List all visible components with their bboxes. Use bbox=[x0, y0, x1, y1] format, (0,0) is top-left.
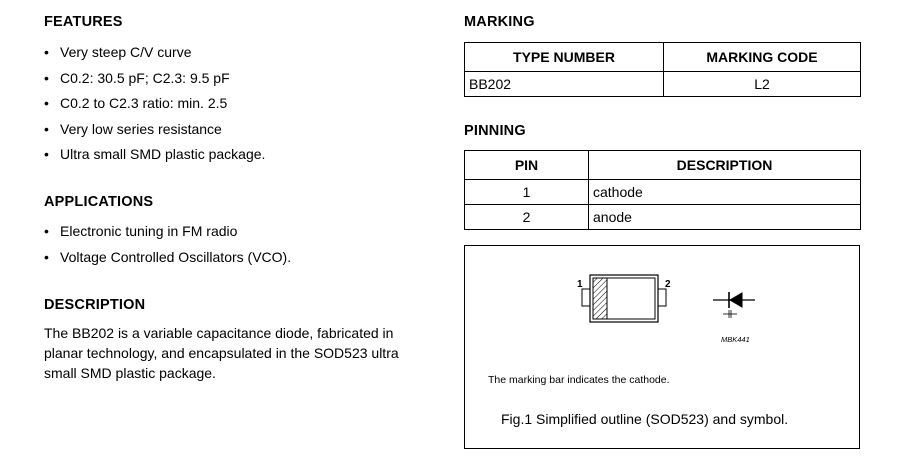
table-row bbox=[465, 205, 861, 230]
bullet-icon: • bbox=[44, 69, 49, 86]
anode-lead bbox=[658, 289, 666, 306]
applications-list bbox=[44, 219, 291, 270]
list-item: • Electronic tuning in FM radio bbox=[44, 219, 291, 245]
description-text: The BB202 is a variable capacitance diode, fabricated in planar technology, and encapsulated in the SOD523 ultra small SMD plastic package. bbox=[44, 325, 399, 381]
table-row bbox=[465, 72, 861, 97]
list-item: • Very steep C/V curve bbox=[44, 40, 265, 66]
list-item: • C0.2 to C2.3 ratio: min. 2.5 bbox=[44, 91, 265, 117]
cathode-lead bbox=[582, 289, 590, 306]
table-row bbox=[465, 180, 861, 205]
pinning-table bbox=[464, 150, 861, 230]
list-item: • Voltage Controlled Oscillators (VCO). bbox=[44, 245, 291, 271]
marking-heading: MARKING bbox=[464, 14, 535, 30]
cathode-marking-bar bbox=[593, 278, 607, 319]
list-item: • C0.2: 30.5 pF; C2.3: 9.5 pF bbox=[44, 66, 265, 92]
bullet-icon: • bbox=[44, 120, 49, 137]
features-heading: FEATURES bbox=[44, 14, 123, 30]
table-cell: anode bbox=[589, 205, 861, 230]
pin-1-label: 1 bbox=[577, 279, 583, 290]
list-item: • Ultra small SMD plastic package. bbox=[44, 142, 265, 168]
table-cell: BB202 bbox=[465, 72, 664, 97]
bullet-icon: • bbox=[44, 248, 49, 265]
features-list bbox=[44, 40, 265, 168]
bullet-icon: • bbox=[44, 44, 49, 60]
bullet-icon: • bbox=[44, 95, 49, 111]
drawing-code: MBK441 bbox=[721, 335, 750, 344]
pinning-heading: PINNING bbox=[464, 123, 526, 139]
table-cell: 2 bbox=[465, 205, 589, 230]
pin-2-label: 2 bbox=[665, 279, 671, 290]
bullet-icon: • bbox=[44, 146, 49, 162]
table-cell: L2 bbox=[664, 72, 861, 97]
list-item: • Very low series resistance bbox=[44, 117, 265, 143]
column-header: PIN bbox=[465, 151, 589, 180]
column-header: MARKING CODE bbox=[664, 43, 861, 72]
table-cell: cathode bbox=[589, 180, 861, 205]
marking-table bbox=[464, 42, 861, 97]
description-heading: DESCRIPTION bbox=[44, 297, 146, 313]
figure-box bbox=[464, 245, 860, 449]
column-header: TYPE NUMBER bbox=[465, 43, 664, 72]
column-header: DESCRIPTION bbox=[589, 151, 861, 180]
figure-note: The marking bar indicates the cathode. bbox=[488, 374, 670, 386]
diode-symbol-icon bbox=[713, 292, 755, 318]
figure-caption: Fig.1 Simplified outline (SOD523) and symbol. bbox=[501, 411, 789, 427]
applications-heading: APPLICATIONS bbox=[44, 194, 154, 210]
bullet-icon: • bbox=[44, 223, 49, 239]
table-cell: 1 bbox=[465, 180, 589, 205]
